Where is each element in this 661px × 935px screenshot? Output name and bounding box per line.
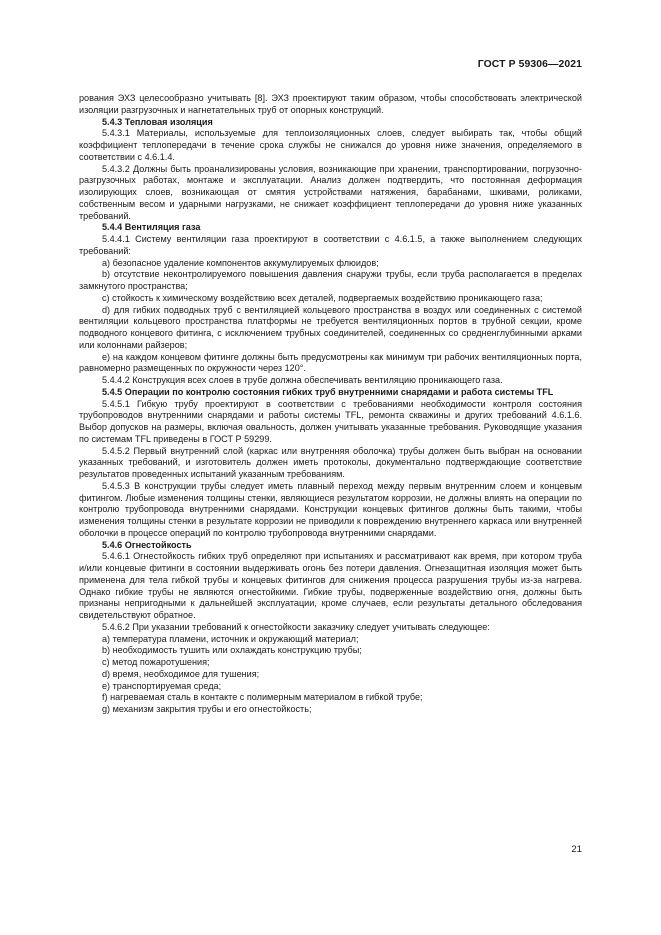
paragraph: g) механизм закрытия трубы и его огнестойкость; [102, 704, 312, 714]
paragraph: e) транспортируемая среда; [102, 680, 222, 691]
section-heading: 5.4.4 Вентиляция газа [102, 222, 201, 233]
document-body [79, 93, 582, 716]
section-heading: 5.4.3 Тепловая изоляция [102, 116, 213, 127]
paragraph: 5.4.6.2 При указании требований к огнестойкости заказчику следует учитывать следующее: [102, 621, 490, 632]
paragraph: f) нагреваемая сталь в контакте с полимерным материалом в гибкой трубе; [102, 692, 423, 703]
section-heading: 5.4.6 Огнестойкость [102, 539, 192, 550]
paragraph: d) для гибких подводных труб с вентиляцией кольцевого пространства в воздух или соединенных с системой вентиляции кольцевого пространства платформы не требуется вентиляционных портов в трубной секции, кроме подводного концевого фитинга, с исключением трубных соединителей, соединенных со средненглубинными арками или колоннами райзеров; [79, 304, 582, 350]
section-heading: 5.4.5 Операции по контролю состояния гибких труб внутренними снарядами и работа системы TFL [102, 386, 554, 397]
paragraph: 5.4.5.2 Первый внутренний слой (каркас или внутренняя оболочка) трубы должен быть выбран на основании указанных требований, и изготовитель должен иметь протоколы, документально подтверждающие соответствие результатов проведенных испытаний указанным требованиям. [79, 445, 582, 479]
paragraph: 5.4.3.2 Должны быть проанализированы условия, возникающие при хранении, транспортировании, погрузочно-разгрузочных работах, монтаже и эксплуатации. Анализ должен подтвердить, что постоянная деформация изолирующих слоев, возникающая от смятия устройствами натяжения, барабанами, шкивами, роликами, собственным весом и ударными нагрузками, не снижает коэффициент теплопередачи до уровня ниже указанных требований. [79, 163, 582, 221]
paragraph: c) метод пожаротушения; [102, 657, 210, 667]
paragraph: a) безопасное удаление компонентов аккумулируемых флюидов; [102, 257, 379, 268]
page-number: 21 [571, 844, 582, 855]
paragraph: 5.4.3.1 Материалы, используемые для теплоизоляционных слоев, следует выбирать так, чтобы общий коэффициент теплопередачи в течение срока службы не снижался до уровня ниже значения, определяемого в соответствии с 4.6.1.4. [79, 128, 582, 162]
paragraph: c) стойкость к химическому воздействию всех деталей, подвергаемых воздействию проникающего газа; [102, 292, 543, 303]
paragraph: 5.4.4.1 Систему вентиляции газа проектируют в соответствии с 4.6.1.5, а также выполнением следующих требований: [79, 234, 582, 256]
paragraph: 5.4.5.3 В конструкции трубы следует иметь плавный переход между первым внутренним слоем и концевым фитингом. Любые изменения толщины стенки, являющиеся результатом коррозии, не должны влиять на операции по контролю трубопровода внутренними снарядами. Конструкции концевых фитингов должны быть такими, чтобы изменения толщины стенки в результате коррозии не приводили к повреждению внутреннего каркаса или внутренней оболочки в процессе операций по контролю трубопровода внутренними снарядами. [79, 480, 582, 538]
standard-code-header: ГОСТ Р 59306—2021 [477, 59, 582, 70]
paragraph: a) температура пламени, источник и окружающий материал; [102, 633, 359, 644]
paragraph: 5.4.4.2 Конструкция всех слоев в трубе должна обеспечивать вентиляцию проникающего газа. [102, 375, 503, 385]
paragraph: e) на каждом концевом фитинге должны быть предусмотрены как минимум три рабочих вентиляционных порта, равномерно размещенных по окружности через 120°. [79, 351, 582, 374]
paragraph: рования ЭХЗ целесообразно учитывать [8]. ЭХЗ проектируют таким образом, чтобы способствовать электрической изоляции разгрузочных и нагнетательных труб от опорных конструкций. [79, 93, 582, 115]
paragraph: 5.4.6.1 Огнестойкость гибких труб определяют при испытаниях и рассматривают как время, при котором труба и/или концевые фитинги в состоянии выдерживать огонь без потери давления. Огнезащитная изоляция может быть применена для тела гибкой трубы и концевых фитингов для снижения процесса разрушения трубы из-за нагрева. Однако гибкие трубы не являются огнестойкими. Гибкие трубы, подверженные воздействию огня, должны быть признаны непригодными к дальнейшей эксплуатации, кроме случаев, если результаты детального обследования свидетельствуют обратное. [79, 551, 582, 620]
paragraph: b) отсутствие неконтролируемого повышения давления снаружи трубы, если труба располагается в пределах замкнутого пространства; [79, 269, 582, 291]
paragraph: d) время, необходимое для тушения; [102, 668, 260, 679]
paragraph: 5.4.5.1 Гибкую трубу проектируют в соответствии с требованиями необходимости контроля состояния трубопроводов внутренними снарядами и работы системы TFL, ремонта скважины и других требований 4.6.1.6. Выбор допусков на размеры, включая овальность, должен учитывать указанные требования. Руководящие указания по системам TFL приведены в ГОСТ Р 59299. [79, 398, 582, 444]
paragraph: b) необходимость тушить или охлаждать конструкцию трубы; [102, 645, 362, 656]
